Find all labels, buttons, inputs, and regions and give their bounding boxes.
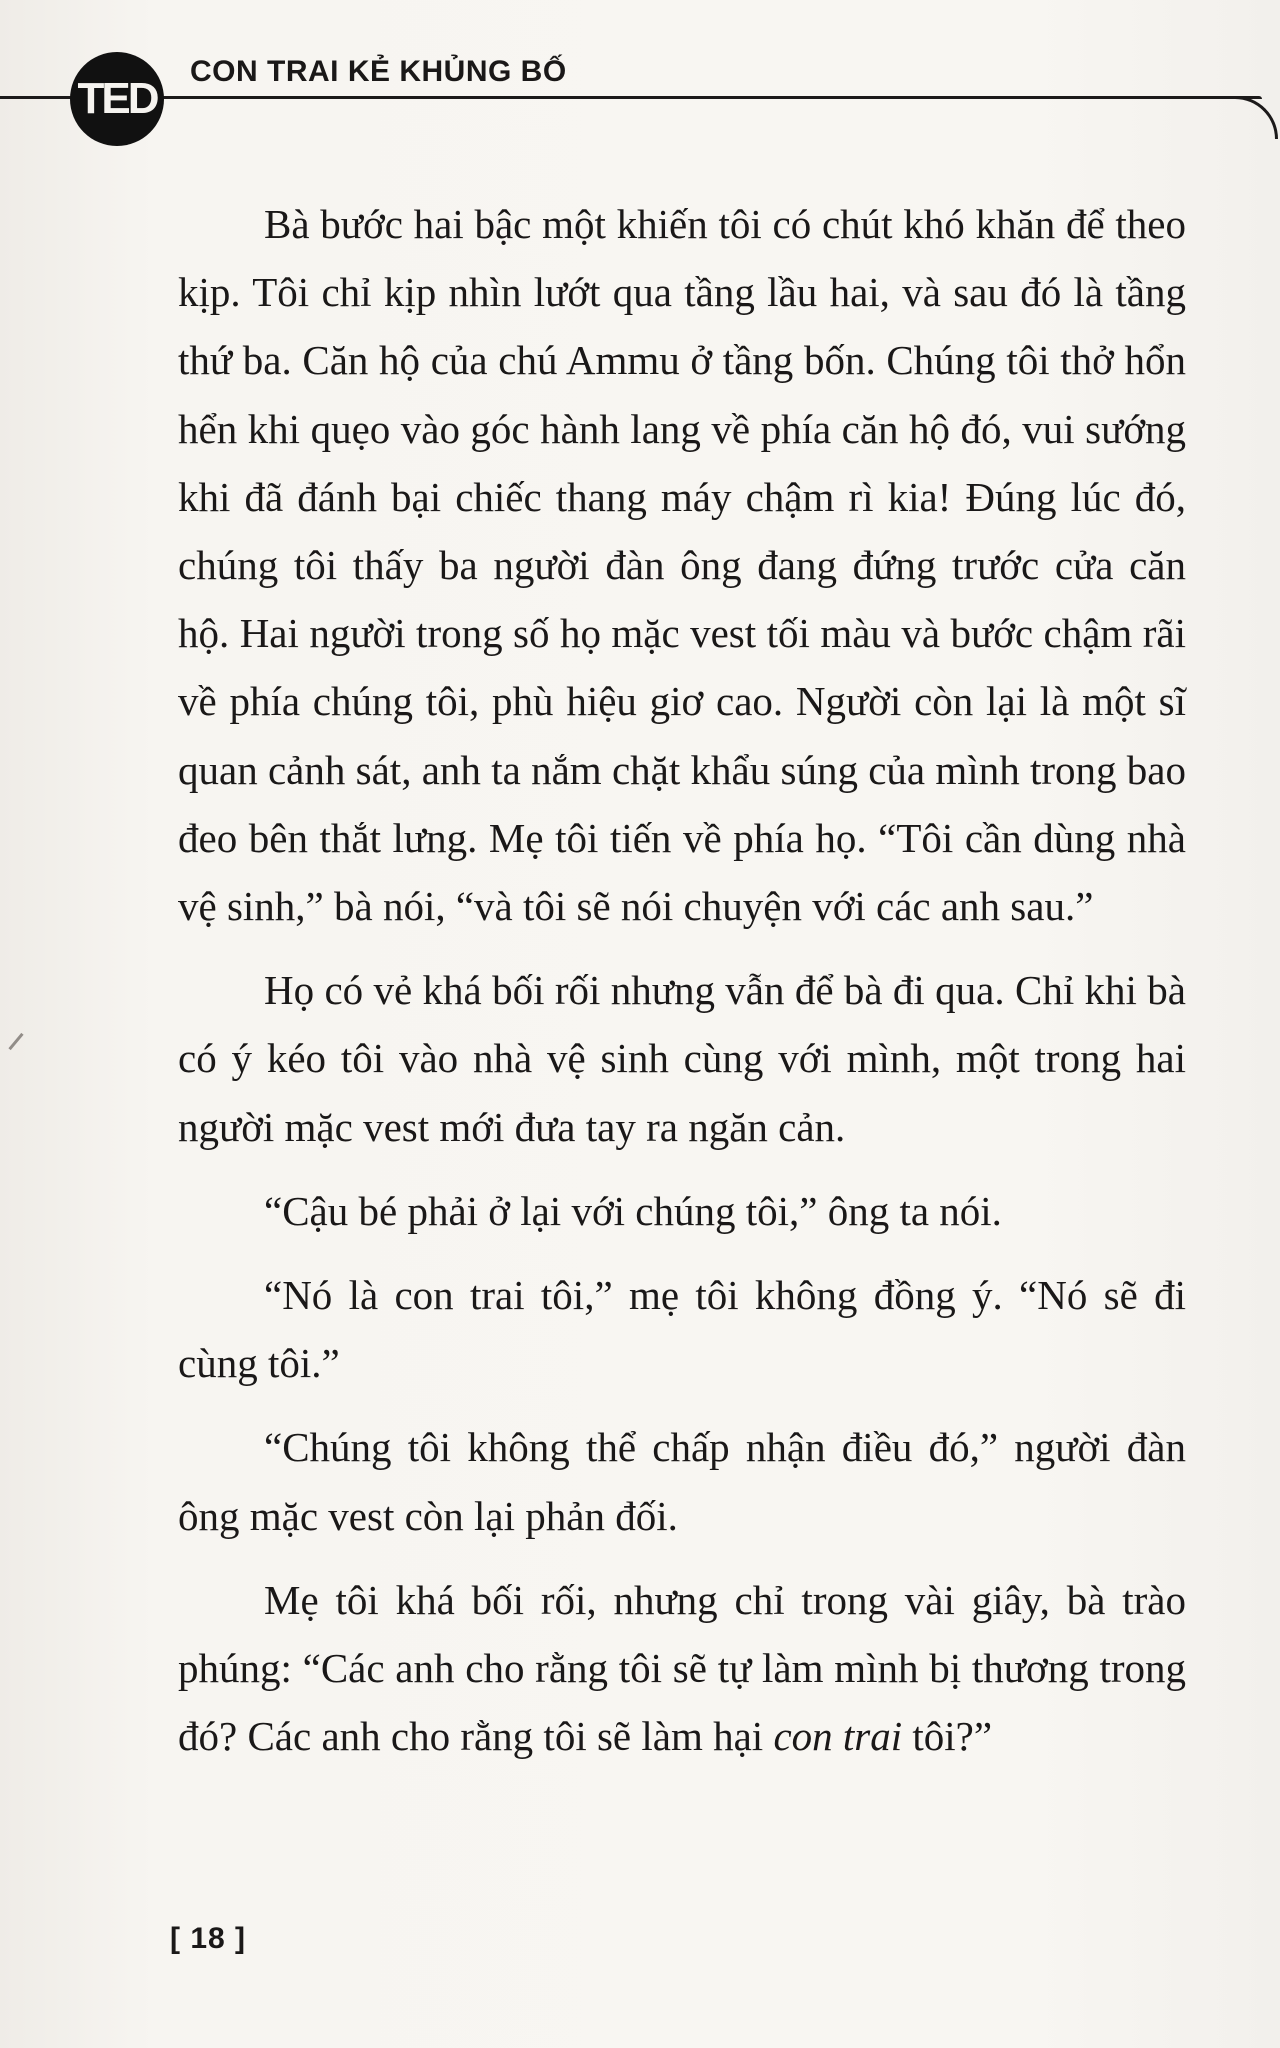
paragraph-last-italic: con trai (773, 1713, 903, 1760)
running-title: CON TRAI KẺ KHỦNG BỐ (190, 55, 567, 88)
paragraph-last (178, 1566, 1186, 1771)
header-rule (0, 96, 1262, 99)
paragraph-last-tail: tôi?” (902, 1713, 993, 1760)
paragraph: “Chúng tôi không thể chấp nhận điều đó,” người đàn ông mặc vest còn lại phản đối. (178, 1424, 1186, 1539)
ted-logo-text: TED (77, 74, 157, 123)
paragraph: “Cậu bé phải ở lại với chúng tôi,” ông ta nói. (264, 1187, 1002, 1234)
body-text (178, 190, 1186, 1786)
paragraph: Họ có vẻ khá bối rối nhưng vẫn để bà đi qua. Chỉ khi bà có ý kéo tôi vào nhà vệ sinh cùng với mình, một trong hai người mặc vest mới đưa tay ra ngăn cản. (178, 967, 1186, 1150)
paragraph-last-text: Mẹ tôi khá bối rối, nhưng chỉ trong vài giây, bà trào phúng: “Các anh cho rằng tôi sẽ tự làm mình bị thương trong đó? Các anh cho rằng tôi sẽ làm hại (178, 1576, 1186, 1760)
edge-mark (8, 1033, 23, 1050)
paragraph: “Nó là con trai tôi,” mẹ tôi không đồng ý. “Nó sẽ đi cùng tôi.” (178, 1272, 1186, 1387)
ted-logo (70, 52, 164, 146)
header-rule-curve (1215, 96, 1278, 139)
paragraph: Bà bước hai bậc một khiến tôi có chút khó khăn để theo kịp. Tôi chỉ kịp nhìn lướt qua tầng lầu hai, và sau đó là tầng thứ ba. Căn hộ của chú Ammu ở tầng bốn. Chúng tôi thở hổn hển khi quẹo vào góc hành lang về phía căn hộ đó, vui sướng khi đã đánh bại chiếc thang máy chậm rì kia! Đúng lúc đó, chúng tôi thấy ba người đàn ông đang đứng trước cửa căn hộ. Hai người trong số họ mặc vest tối màu và bước chậm rãi về phía chúng tôi, phù hiệu giơ cao. Người còn lại là một sĩ quan cảnh sát, anh ta nắm chặt khẩu súng của mình trong bao đeo bên thắt lưng. Mẹ tôi tiến về phía họ. “Tôi cần dùng nhà vệ sinh,” bà nói, “và tôi sẽ nói chuyện với các anh sau.” (178, 201, 1186, 930)
page-number: [ 18 ] (170, 1922, 247, 1955)
